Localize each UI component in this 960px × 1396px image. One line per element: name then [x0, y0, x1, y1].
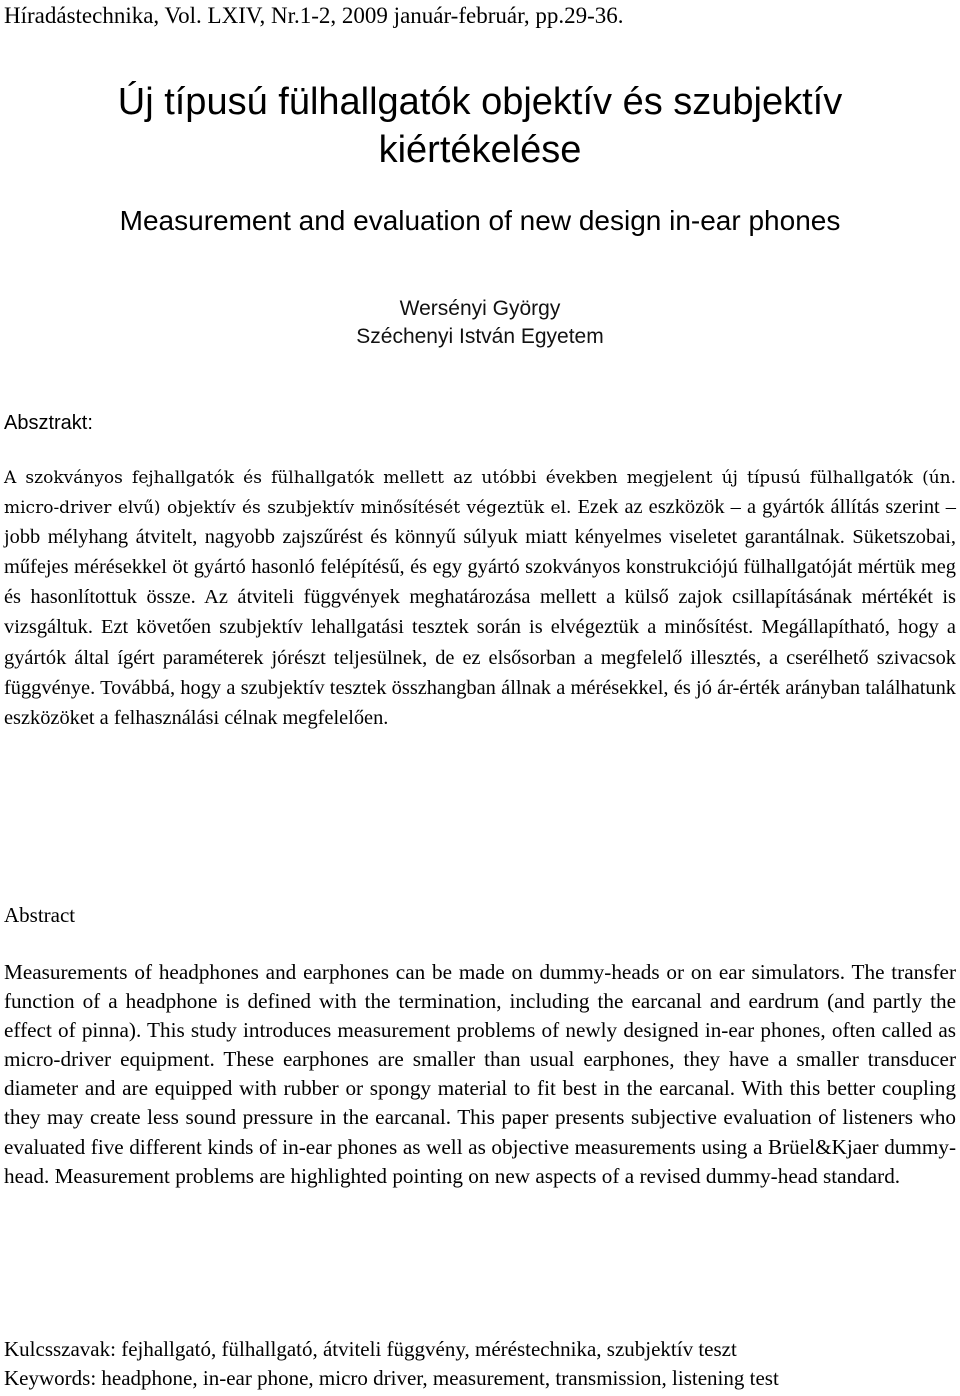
- author-name: Wersényi György: [399, 297, 561, 320]
- author-affiliation: Széchenyi István Egyetem: [356, 325, 604, 348]
- hungarian-abstract-remainder: Süketszobai, műfejes mérésekkel öt gyártó hasonló felépítésű, és egy gyártó szokványos konstrukciójú fülhallgatóját mértük meg és hasonlítottuk össze. Az átviteli függvények meghatározása mellett a külső zajok csillapításának mértékét is vizsgáltuk. Ezt követően szubjektív lehallgatási tesztek során is elvégeztük a minősítést. Megállapítható, hogy a gyártók által ígért paraméterek jórészt teljesülnek, de ez elsősorban a megfelelő illesztés, a cserélhető szivacsok függvénye. Továbbá, hogy a szubjektív tesztek összhangban állnak a mérésekkel, és jó ár-érték arányban találhatunk eszközöket a felhasználási célnak megfelelően.: [4, 526, 956, 729]
- english-abstract-body: Measurements of headphones and earphones can be made on dummy-heads or on ear simulators. The transfer function of a headphone is defined with the termination, including the earcanal and eardrum (and partly the effect of pinna). This study introduces measurement problems of newly designed in-ear phones, often called as micro-driver equipment. These earphones are smaller than usual earphones, they have a smaller transducer diameter and are equipped with rubber or spongy material to fit best in the earcanal. With this better coupling they may create less sound pressure in the earcanal. This paper presents subjective evaluation of listeners who evaluated five different kinds of in-ear phones as well as objective measurements using a Brüel&Kjaer dummy-head. Measurement problems are highlighted pointing on new aspects of a revised dummy-head standard.: [4, 960, 956, 1188]
- hungarian-abstract-body: [4, 464, 956, 734]
- keywords-english: Keywords: headphone, in-ear phone, micro driver, measurement, transmission, listening test: [4, 1366, 779, 1390]
- hungarian-abstract-sentence-1: A szokványos fejhallgatók és fülhallgatók mellett az utóbbi években megjelent új típusú fülhallgatók (ún. micro-driver elvű) objektív és szubjektív minősítését végeztük el.: [4, 468, 956, 519]
- hungarian-abstract-heading: Absztrakt:: [4, 412, 93, 434]
- journal-citation: Híradástechnika, Vol. LXIV, Nr.1-2, 2009 január-február, pp.29-36.: [4, 3, 624, 28]
- paper-title: [0, 78, 960, 174]
- paper-title-line-2: kiértékelése: [378, 129, 582, 171]
- english-abstract-heading: Abstract: [4, 903, 76, 927]
- hungarian-abstract-sentence-2: Ezek az eszközök – a gyártók állítás szerint – jobb mélyhang átvitelt, nagyobb zajszűrést és könnyű súlyuk miatt kényelmes viseletet garantálnak.: [4, 496, 957, 549]
- paper-subtitle: Measurement and evaluation of new design in-ear phones: [119, 205, 841, 236]
- keywords-hungarian: Kulcsszavak: fejhallgató, fülhallgató, átviteli függvény, méréstechnika, szubjektív teszt: [4, 1337, 737, 1361]
- paper-title-line-1: Új típusú fülhallgatók objektív és szubjektív: [117, 81, 843, 123]
